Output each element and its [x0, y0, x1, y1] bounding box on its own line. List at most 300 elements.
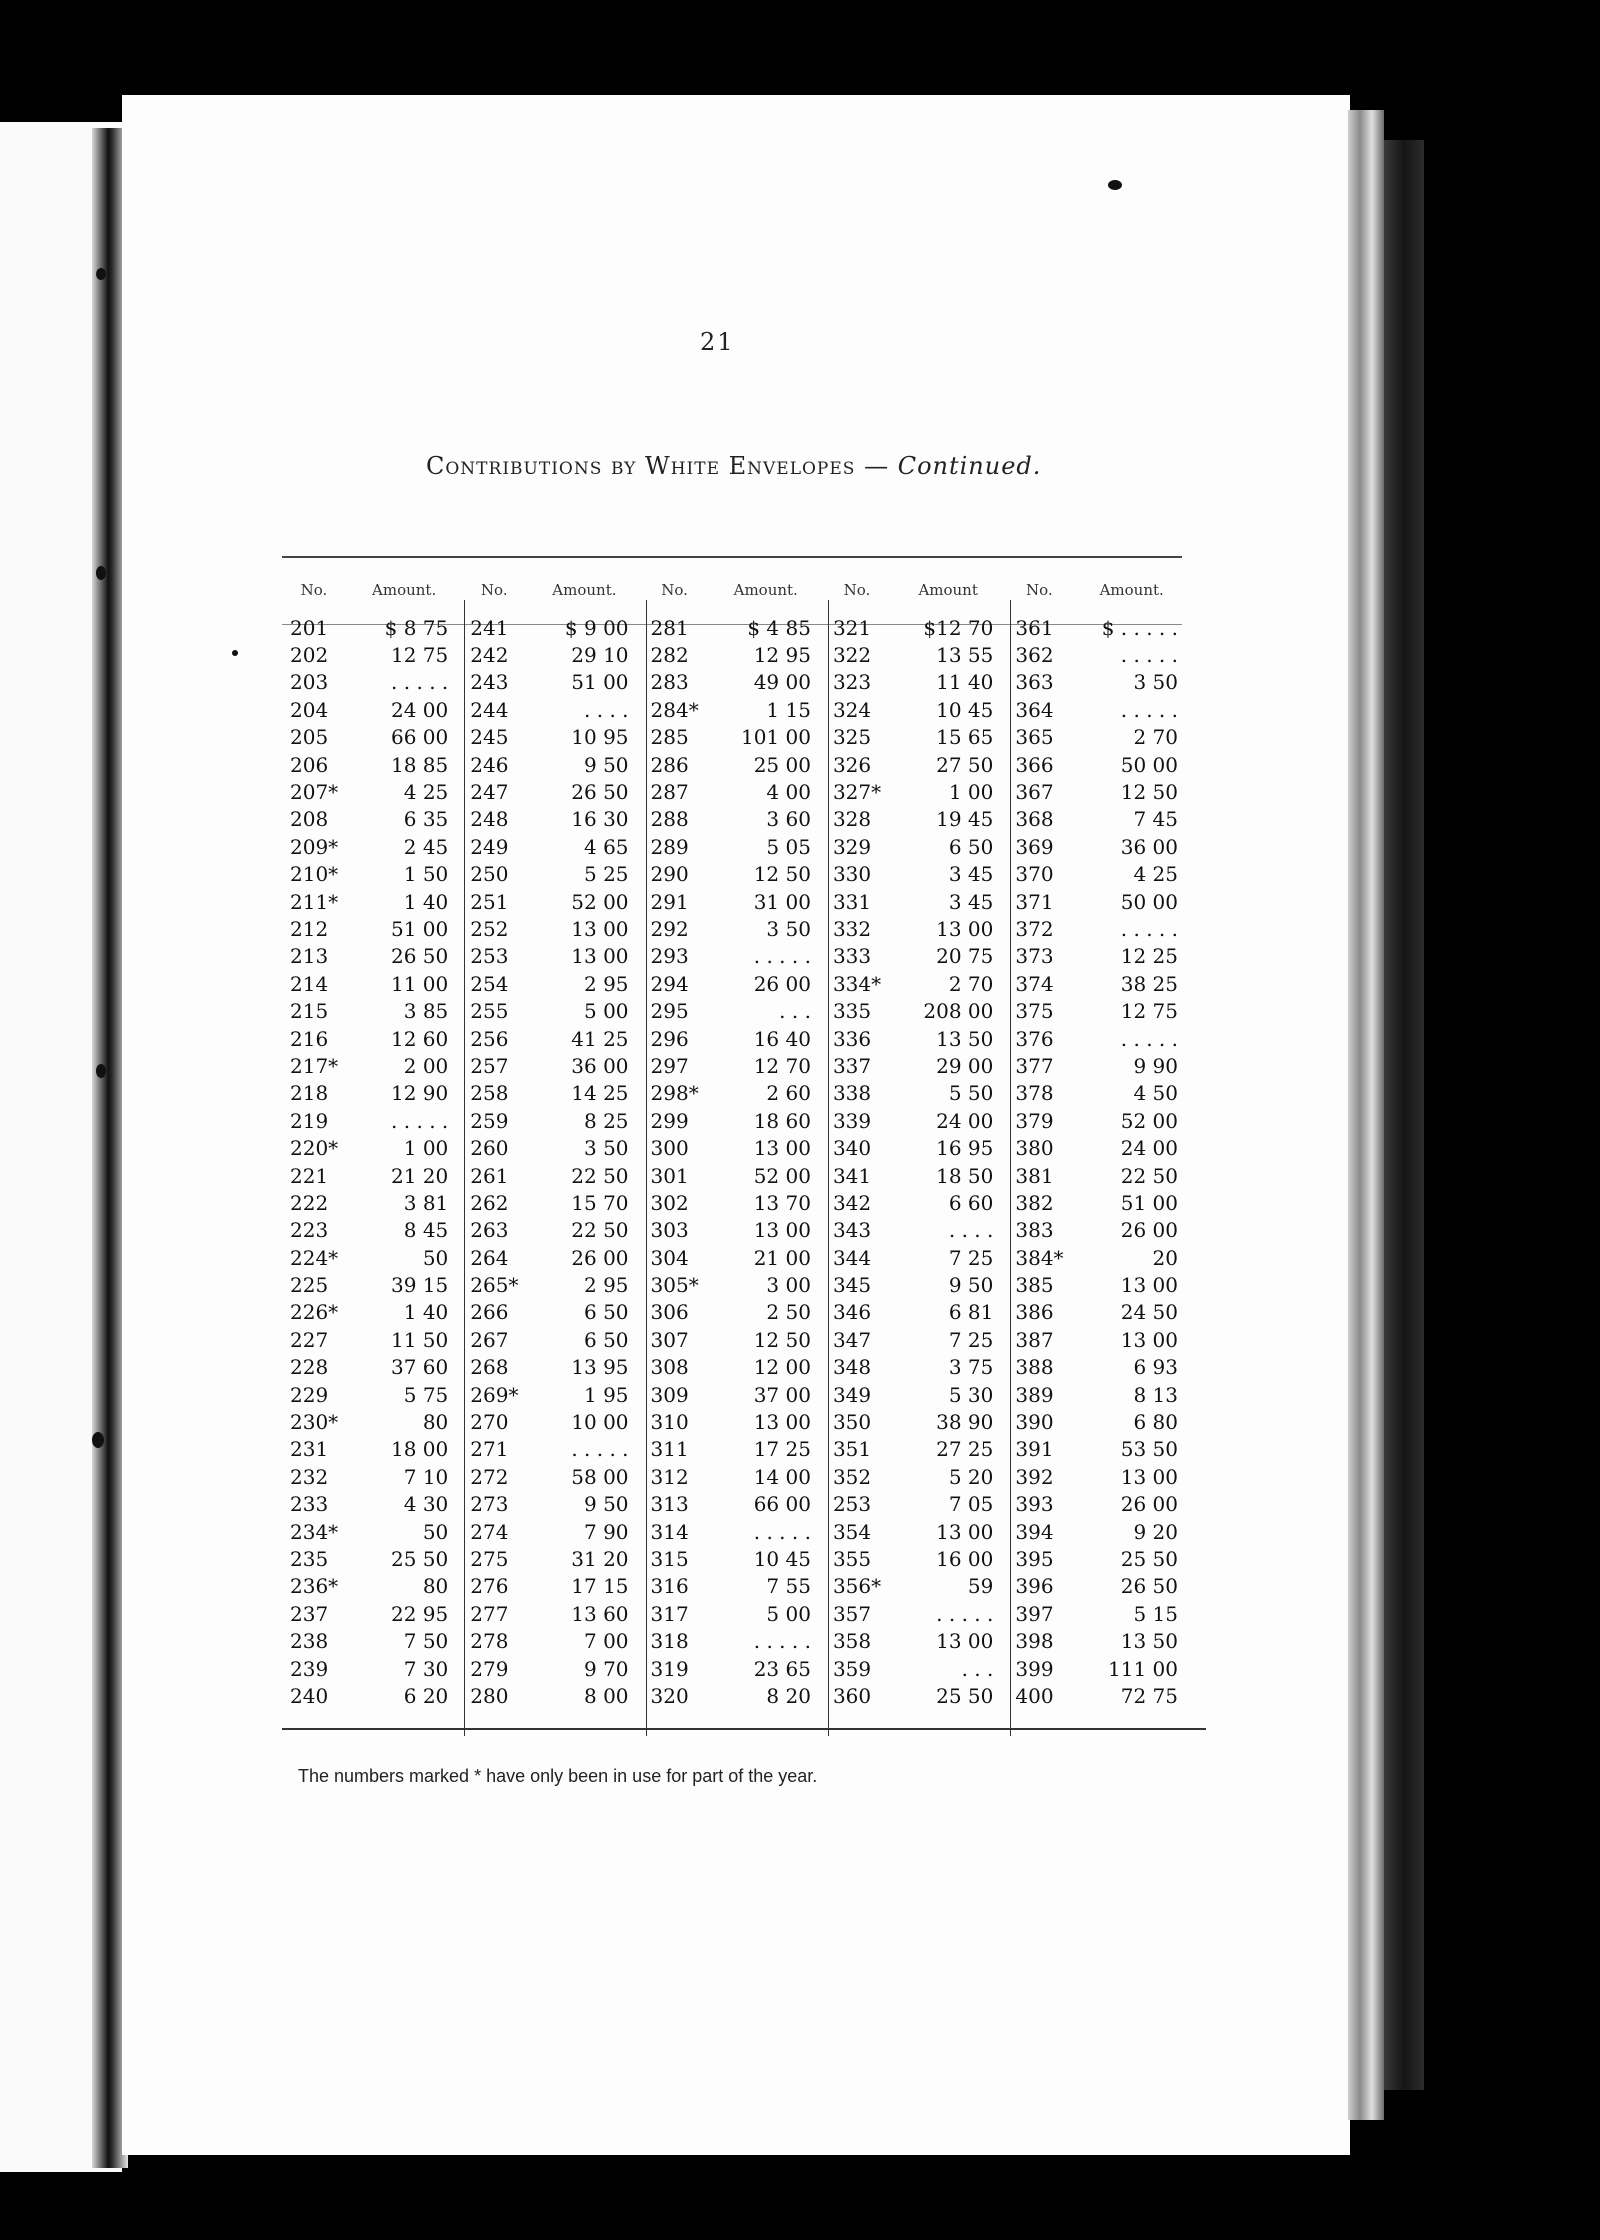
envelope-amount: 24 00	[1120, 1136, 1178, 1161]
table-row	[282, 915, 1192, 942]
envelope-number: 272	[470, 1464, 509, 1489]
envelope-amount: 36 00	[1120, 834, 1178, 859]
envelope-amount: 6 50	[948, 834, 994, 859]
envelope-amount: 16 95	[936, 1136, 994, 1161]
envelope-number: 211*	[290, 889, 339, 914]
envelope-number: 253	[470, 944, 509, 969]
envelope-number: 324	[832, 697, 872, 722]
envelope-number: 335	[832, 999, 872, 1024]
envelope-amount: 13 00	[753, 1410, 811, 1435]
table-row	[282, 1299, 1192, 1326]
envelope-number: 399	[1015, 1656, 1054, 1681]
envelope-amount: 26 50	[1120, 1574, 1178, 1599]
envelope-number: 387	[1015, 1327, 1054, 1352]
envelope-amount: . . . . .	[391, 670, 449, 695]
envelope-number: 327*	[832, 780, 882, 805]
envelope-number: 235	[290, 1546, 329, 1571]
envelope-amount: 12 50	[753, 862, 811, 887]
envelope-amount: 25 50	[1120, 1546, 1178, 1571]
table-row	[282, 1436, 1192, 1463]
header-no: No.	[300, 581, 328, 599]
envelope-amount: 38 90	[936, 1410, 994, 1435]
envelope-number: 348	[832, 1355, 872, 1380]
envelope-number: 269*	[470, 1382, 519, 1407]
table-row	[282, 1655, 1192, 1682]
envelope-number: 201	[290, 615, 329, 640]
envelope-number: 249	[470, 834, 509, 859]
envelope-amount: 26 00	[571, 1245, 629, 1270]
envelope-number: 291	[650, 889, 689, 914]
envelope-number: 253	[832, 1492, 872, 1517]
envelope-number: 204	[290, 697, 329, 722]
envelope-number: 299	[650, 1108, 689, 1133]
envelope-amount: 10 45	[936, 697, 994, 722]
table-row	[282, 1217, 1192, 1244]
envelope-amount: 50	[422, 1245, 449, 1270]
table-row	[282, 669, 1192, 696]
table-row	[282, 1682, 1192, 1709]
envelope-amount: 3 60	[766, 807, 811, 832]
envelope-number: 283	[650, 670, 689, 695]
envelope-number: 305*	[650, 1273, 699, 1298]
envelope-number: 212	[290, 916, 329, 941]
envelope-amount: 4 50	[1133, 1081, 1178, 1106]
envelope-number: 227	[290, 1327, 329, 1352]
envelope-amount: 2 95	[584, 971, 629, 996]
envelope-amount: 9 50	[584, 752, 629, 777]
envelope-number: 243	[470, 670, 509, 695]
envelope-amount: 4 30	[403, 1492, 449, 1517]
envelope-amount: 3 45	[948, 862, 994, 887]
envelope-amount: 13 95	[571, 1355, 629, 1380]
envelope-amount: 41 25	[571, 1026, 629, 1051]
envelope-number: 330	[832, 862, 872, 887]
envelope-amount: 25 00	[753, 752, 811, 777]
envelope-amount: 18 60	[753, 1108, 811, 1133]
envelope-amount: 5 20	[948, 1464, 994, 1489]
envelope-amount: 8 13	[1133, 1382, 1178, 1407]
envelope-amount: 4 25	[403, 780, 449, 805]
envelope-number: 203	[290, 670, 329, 695]
envelope-amount: . . .	[961, 1656, 994, 1681]
envelope-number: 239	[290, 1656, 329, 1681]
envelope-amount: 31 20	[571, 1546, 629, 1571]
envelope-amount: 5 05	[766, 834, 811, 859]
envelope-amount: 37 00	[753, 1382, 811, 1407]
envelope-number: 302	[650, 1190, 689, 1215]
header-amount: Amount.	[552, 581, 617, 599]
envelope-number: 206	[290, 752, 329, 777]
envelope-number: 238	[290, 1629, 329, 1654]
envelope-number: 264	[470, 1245, 509, 1270]
envelope-amount: 13 00	[936, 1629, 994, 1654]
envelope-amount: 2 70	[1133, 725, 1178, 750]
envelope-number: 218	[290, 1081, 329, 1106]
envelope-amount: 24 00	[936, 1108, 994, 1133]
envelope-amount: 13 50	[1120, 1629, 1178, 1654]
envelope-amount: 4 25	[1133, 862, 1178, 887]
envelope-number: 337	[832, 1053, 872, 1078]
envelope-amount: 1 40	[403, 1300, 449, 1325]
envelope-amount: 9 90	[1133, 1053, 1178, 1078]
envelope-number: 313	[650, 1492, 689, 1517]
envelope-amount: 6 81	[948, 1300, 994, 1325]
envelope-number: 374	[1015, 971, 1054, 996]
envelope-number: 383	[1015, 1218, 1054, 1243]
envelope-number: 311	[650, 1437, 689, 1462]
envelope-number: 267	[470, 1327, 509, 1352]
envelope-amount: $ 8 75	[384, 615, 449, 640]
envelope-number: 258	[470, 1081, 509, 1106]
envelope-number: 244	[470, 697, 509, 722]
envelope-number: 386	[1015, 1300, 1054, 1325]
envelope-number: 293	[650, 944, 689, 969]
envelope-amount: 12 70	[753, 1053, 811, 1078]
envelope-number: 232	[290, 1464, 329, 1489]
table-row	[282, 751, 1192, 778]
table-row	[282, 1189, 1192, 1216]
table-row	[282, 778, 1192, 805]
envelope-number: 373	[1015, 944, 1054, 969]
envelope-number: 237	[290, 1601, 329, 1626]
envelope-number: 345	[832, 1273, 872, 1298]
envelope-amount: 13 60	[571, 1601, 629, 1626]
envelope-number: 376	[1015, 1026, 1054, 1051]
binding-mark	[92, 1432, 104, 1448]
envelope-amount: 8 00	[584, 1683, 629, 1708]
envelope-amount: 1 15	[766, 697, 811, 722]
envelope-number: 242	[470, 643, 509, 668]
envelope-amount: 9 70	[584, 1656, 629, 1681]
envelope-amount: 5 00	[766, 1601, 811, 1626]
envelope-amount: . . . . .	[1120, 1026, 1178, 1051]
envelope-number: 375	[1015, 999, 1054, 1024]
envelope-number: 298*	[650, 1081, 699, 1106]
envelope-number: 222	[290, 1190, 329, 1215]
binding-mark	[96, 566, 106, 580]
table-row	[282, 861, 1192, 888]
envelope-amount: 1 50	[403, 862, 449, 887]
envelope-number: 382	[1015, 1190, 1054, 1215]
title-dash: —	[864, 452, 890, 480]
envelope-number: 326	[832, 752, 872, 777]
envelope-amount: . . . . .	[753, 944, 811, 969]
envelope-number: 281	[650, 615, 689, 640]
envelope-amount: 53 50	[1120, 1437, 1178, 1462]
envelope-number: 225	[290, 1273, 329, 1298]
envelope-amount: 26 00	[1120, 1218, 1178, 1243]
envelope-number: 384*	[1015, 1245, 1064, 1270]
envelope-amount: 8 25	[584, 1108, 629, 1133]
envelope-number: 297	[650, 1053, 689, 1078]
table-row	[282, 724, 1192, 751]
header-amount: Amount.	[372, 581, 437, 599]
envelope-number: 339	[832, 1108, 872, 1133]
envelope-number: 261	[470, 1163, 509, 1188]
envelope-number: 357	[832, 1601, 872, 1626]
envelope-number: 329	[832, 834, 872, 859]
envelope-number: 292	[650, 916, 689, 941]
envelope-number: 215	[290, 999, 329, 1024]
envelope-amount: 9 50	[948, 1273, 994, 1298]
envelope-amount: 9 50	[584, 1492, 629, 1517]
envelope-amount: 13 00	[753, 1218, 811, 1243]
envelope-number: 287	[650, 780, 689, 805]
table-row	[282, 1080, 1192, 1107]
header-no: No.	[480, 581, 508, 599]
envelope-amount: 13 00	[753, 1136, 811, 1161]
envelope-amount: 26 00	[753, 971, 811, 996]
envelope-amount: 13 00	[1120, 1273, 1178, 1298]
envelope-amount: 5 75	[403, 1382, 449, 1407]
envelope-amount: 208 00	[923, 999, 994, 1024]
envelope-number: 276	[470, 1574, 509, 1599]
envelope-number: 342	[832, 1190, 872, 1215]
header-no: No.	[1026, 581, 1053, 599]
envelope-amount: 3 50	[766, 916, 811, 941]
envelope-number: 263	[470, 1218, 509, 1243]
envelope-amount: 16 30	[571, 807, 629, 832]
envelope-number: 216	[290, 1026, 329, 1051]
binding-mark	[96, 268, 106, 280]
envelope-amount: 66 00	[391, 725, 449, 750]
envelope-amount: 6 93	[1133, 1355, 1178, 1380]
envelope-number: 228	[290, 1355, 329, 1380]
envelope-number: 223	[290, 1218, 329, 1243]
envelope-amount: . . . .	[584, 697, 629, 722]
envelope-number: 284*	[650, 697, 699, 722]
table-row	[282, 1271, 1192, 1298]
envelope-number: 260	[470, 1136, 509, 1161]
envelope-amount: . . . . .	[753, 1629, 811, 1654]
envelope-number: 214	[290, 971, 329, 996]
envelope-number: 304	[650, 1245, 689, 1270]
envelope-amount: 12 60	[391, 1026, 449, 1051]
envelope-number: 262	[470, 1190, 509, 1215]
envelope-amount: 3 85	[403, 999, 449, 1024]
envelope-amount: 3 81	[403, 1190, 449, 1215]
envelope-number: 241	[470, 615, 509, 640]
envelope-amount: 9 20	[1133, 1519, 1178, 1544]
envelope-amount: 2 70	[948, 971, 994, 996]
envelope-amount: 5 30	[948, 1382, 994, 1407]
envelope-amount: 50	[422, 1519, 449, 1544]
table-header-row	[282, 566, 1192, 614]
envelope-amount: 4 65	[584, 834, 629, 859]
envelope-amount: 101 00	[740, 725, 811, 750]
envelope-amount: 7 50	[403, 1629, 449, 1654]
envelope-amount: 3 00	[766, 1273, 811, 1298]
envelope-number: 274	[470, 1519, 509, 1544]
envelope-number: 224*	[290, 1245, 339, 1270]
envelope-number: 282	[650, 643, 689, 668]
envelope-number: 254	[470, 971, 509, 996]
table-row	[282, 833, 1192, 860]
table-row	[282, 614, 1192, 641]
envelope-number: 270	[470, 1410, 509, 1435]
header-no: No.	[661, 581, 688, 599]
envelope-amount: 12 75	[391, 643, 449, 668]
envelope-number: 296	[650, 1026, 689, 1051]
envelope-number: 290	[650, 862, 689, 887]
envelope-amount: 20	[1152, 1245, 1178, 1270]
envelope-amount: 20 75	[936, 944, 994, 969]
envelope-amount: 50 00	[1120, 752, 1178, 777]
envelope-amount: 52 00	[1120, 1108, 1178, 1133]
envelope-amount: 36 00	[571, 1053, 629, 1078]
envelope-number: 344	[832, 1245, 872, 1270]
envelope-number: 248	[470, 807, 509, 832]
envelope-amount: 12 95	[753, 643, 811, 668]
envelope-amount: 58 00	[571, 1464, 629, 1489]
envelope-number: 317	[650, 1601, 689, 1626]
envelope-amount: 12 50	[753, 1327, 811, 1352]
envelope-amount: 23 65	[753, 1656, 811, 1681]
envelope-amount: 59	[967, 1574, 994, 1599]
envelope-amount: 18 00	[391, 1437, 449, 1462]
envelope-number: 285	[650, 725, 689, 750]
envelope-number: 328	[832, 807, 872, 832]
table-row	[282, 1354, 1192, 1381]
envelope-number: 349	[832, 1382, 872, 1407]
envelope-amount: 25 50	[391, 1546, 449, 1571]
table-row	[282, 1107, 1192, 1134]
envelope-number: 288	[650, 807, 689, 832]
envelope-number: 231	[290, 1437, 329, 1462]
envelope-number: 389	[1015, 1382, 1054, 1407]
envelope-number: 360	[832, 1683, 872, 1708]
envelope-amount: 5 15	[1133, 1601, 1178, 1626]
envelope-amount: 7 90	[584, 1519, 629, 1544]
envelope-amount: 7 55	[766, 1574, 811, 1599]
envelope-amount: 2 00	[403, 1053, 449, 1078]
envelope-number: 301	[650, 1163, 689, 1188]
envelope-number: 300	[650, 1136, 689, 1161]
envelope-number: 362	[1015, 643, 1054, 668]
table-row	[282, 1381, 1192, 1408]
envelope-number: 343	[832, 1218, 872, 1243]
envelope-amount: 52 00	[753, 1163, 811, 1188]
envelope-amount: 15 70	[571, 1190, 629, 1215]
table-row	[282, 1518, 1192, 1545]
page-title	[426, 452, 1041, 480]
envelope-amount: 3 50	[584, 1136, 629, 1161]
envelope-number: 316	[650, 1574, 689, 1599]
envelope-amount: $ . . . . .	[1101, 615, 1178, 640]
envelope-number: 210*	[290, 862, 339, 887]
envelope-number: 321	[832, 615, 872, 640]
envelope-amount: . . . . .	[753, 1519, 811, 1544]
envelope-number: 217*	[290, 1053, 339, 1078]
envelope-number: 265*	[470, 1273, 519, 1298]
envelope-amount: 14 25	[571, 1081, 629, 1106]
table-row	[282, 1463, 1192, 1490]
envelope-amount: . . . . .	[571, 1437, 629, 1462]
envelope-amount: 13 00	[1120, 1327, 1178, 1352]
envelope-amount: 27 25	[936, 1437, 994, 1462]
envelope-number: 251	[470, 889, 509, 914]
envelope-number: 390	[1015, 1410, 1054, 1435]
envelope-number: 355	[832, 1546, 872, 1571]
envelope-number: 312	[650, 1464, 689, 1489]
envelope-amount: 37 60	[391, 1355, 449, 1380]
envelope-number: 379	[1015, 1108, 1054, 1133]
envelope-number: 346	[832, 1300, 872, 1325]
table-row	[282, 970, 1192, 997]
envelope-number: 314	[650, 1519, 689, 1544]
table-row	[282, 1326, 1192, 1353]
envelope-number: 209*	[290, 834, 339, 859]
footnote: The numbers marked * have only been in use for part of the year.	[298, 1766, 818, 1786]
envelope-amount: 1 00	[403, 1136, 449, 1161]
envelope-amount: . . .	[779, 999, 811, 1024]
envelope-number: 363	[1015, 670, 1054, 695]
envelope-amount: 21 00	[753, 1245, 811, 1270]
envelope-amount: . . . . .	[1120, 643, 1178, 668]
envelope-amount: . . . . .	[1120, 697, 1178, 722]
book-cover-edge	[1384, 140, 1424, 2090]
table-row	[282, 888, 1192, 915]
envelope-number: 351	[832, 1437, 872, 1462]
table-top-rule	[282, 556, 1182, 558]
envelope-amount: 13 55	[936, 643, 994, 668]
table-bottom-rule	[282, 1728, 1206, 1730]
envelope-amount: 7 45	[1133, 807, 1178, 832]
envelope-amount: 38 25	[1120, 971, 1178, 996]
envelope-number: 207*	[290, 780, 339, 805]
envelope-number: 268	[470, 1355, 509, 1380]
envelope-number: 372	[1015, 916, 1054, 941]
table-row	[282, 1244, 1192, 1271]
envelope-number: 320	[650, 1683, 689, 1708]
envelope-number: 306	[650, 1300, 689, 1325]
envelope-amount: 24 50	[1120, 1300, 1178, 1325]
ink-dot	[232, 650, 238, 656]
envelope-amount: 3 50	[1133, 670, 1178, 695]
envelope-number: 295	[650, 999, 689, 1024]
envelope-number: 380	[1015, 1136, 1054, 1161]
envelope-number: 365	[1015, 725, 1054, 750]
envelope-amount: 13 70	[753, 1190, 811, 1215]
envelope-amount: 22 50	[1120, 1163, 1178, 1188]
envelope-amount: 7 30	[403, 1656, 449, 1681]
envelope-number: 332	[832, 916, 872, 941]
envelope-amount: 7 10	[403, 1464, 449, 1489]
envelope-number: 366	[1015, 752, 1054, 777]
page-number: 21	[700, 328, 735, 356]
envelope-amount: . . . . .	[1120, 916, 1178, 941]
envelope-number: 331	[832, 889, 872, 914]
envelope-amount: 10 95	[571, 725, 629, 750]
table-row	[282, 1162, 1192, 1189]
envelope-number: 393	[1015, 1492, 1054, 1517]
envelope-amount: 11 00	[391, 971, 449, 996]
envelope-number: 307	[650, 1327, 689, 1352]
envelope-amount: 72 75	[1120, 1683, 1178, 1708]
envelope-amount: 2 95	[584, 1273, 629, 1298]
envelope-amount: 26 50	[571, 780, 629, 805]
envelope-number: 309	[650, 1382, 689, 1407]
envelope-number: 336	[832, 1026, 872, 1051]
envelope-amount: 29 10	[571, 643, 629, 668]
page-stack-edge	[1348, 110, 1384, 2120]
envelope-amount: 3 75	[948, 1355, 994, 1380]
envelope-amount: 15 65	[936, 725, 994, 750]
envelope-number: 354	[832, 1519, 872, 1544]
envelope-amount: 5 00	[584, 999, 629, 1024]
envelope-amount: 49 00	[753, 670, 811, 695]
table-row	[282, 696, 1192, 723]
